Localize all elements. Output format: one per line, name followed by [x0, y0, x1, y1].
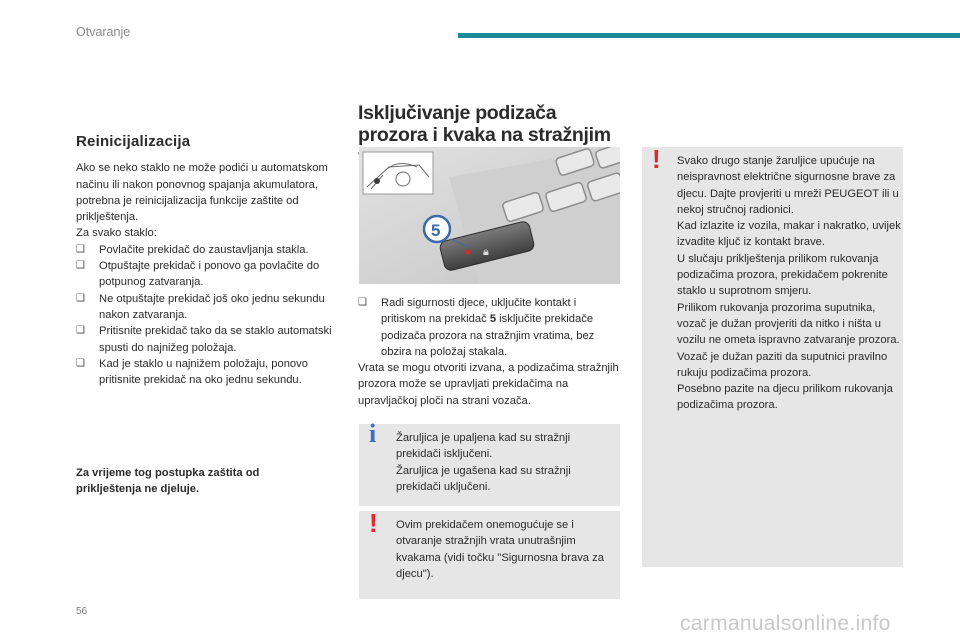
warning-box-lock-text: Ovim prekidačem onemogućuje se i otvaranje stražnjih vrata unutrašnjim kvakama (vidi točku "Sigurnosna brava za djecu").	[396, 519, 604, 580]
header-accent-bar	[458, 33, 960, 38]
switch-number-ref: 5	[489, 313, 497, 326]
switch-panel-drawing	[359, 147, 620, 284]
instruction-item	[358, 295, 621, 360]
reinit-heading: Reinicijalizacija	[76, 133, 191, 150]
watermark: carmanualsonline.info	[680, 612, 891, 635]
step-text: Povlačite prekidač do zaustavljanja stakla.	[99, 243, 309, 256]
step-item	[76, 323, 332, 356]
step-item	[76, 242, 332, 258]
doors-paragraph: Vrata se mogu otvoriti izvana, a podizačima stražnjih prozora može se upravljati prekidačima na upravljačkoj ploči na strani vozača.	[358, 362, 619, 407]
callout-number: 5	[431, 221, 441, 240]
info-i-icon: i	[369, 419, 377, 448]
left-column	[76, 134, 332, 388]
step-item	[76, 258, 332, 291]
page-number: 56	[76, 606, 88, 617]
arrow-square-bullet-icon: ❑	[76, 243, 85, 255]
reinit-intro: Ako se neko staklo ne može podići u automatskom načinu ili nakon ponovnog spajanja akumulatora, potrebna je reinicijalizacija funkcije zaštite od priklještenja.	[76, 162, 328, 224]
exclamation-icon: !	[369, 508, 378, 538]
warning-box-safety-text: Svako drugo stanje žaruljice upućuje na neispravnost električne sigurnosne brave za djecu. Dajte provjeriti u mreži PEUGEOT ili u nekoj stručnoj radionici. Kad izlazite iz vozila, makar i nakratko, uvijek izvadite ključ iz kontakt brave. U slučaju priklještenja prilikom rukovanja podizačima prozora, prekidačem pokrenite staklo u suprotnom smjeru. Prilikom rukovanja prozorima suputnika, vozač je dužan provjeriti da nitko i ništa u vozilu ne ometa ispravno zatvaranje prozora. Vozač je dužan paziti da suputnici pravilno rukuju podizačima prozora. Posebno pazite na djecu prilikom rukovanja podizačima prozora.	[677, 155, 901, 412]
info-box-text: Žaruljica je upaljena kad su stražnji prekidači isključeni. Žaruljica je ugašena kad su stražnji prekidači uključeni.	[396, 432, 571, 493]
instruction-text-end: isključite prekidače podizača prozora na stražnjim vratima, bez obzira na položaj stakala.	[381, 313, 595, 358]
arrow-square-bullet-icon: ❑	[358, 297, 367, 308]
step-text: Otpuštajte prekidač i ponovo ga povlačite do potpunog zatvaranja.	[99, 260, 320, 289]
step-item	[76, 356, 332, 389]
step-text: Ne otpuštajte prekidač još oko jednu sekundu nakon zatvaranja.	[99, 292, 325, 321]
step-text: Pritisnite prekidač tako da se staklo automatski spusti do najnižeg položaja.	[99, 325, 332, 354]
child-lock-title: Isključivanje podizača prozora i kvaka na stražnjim	[358, 102, 611, 146]
arrow-square-bullet-icon: ❑	[76, 357, 85, 369]
child-lock-instructions	[358, 295, 621, 409]
warning-box-lock	[359, 508, 620, 599]
arrow-square-bullet-icon: ❑	[76, 260, 85, 272]
step-text: Kad je staklo u najnižem položaju, ponovo pritisnite prekidač na oko jednu sekundu.	[99, 357, 308, 387]
reinit-steps	[76, 242, 332, 389]
svg-text:🔒︎: 🔒︎	[483, 245, 489, 258]
protection-note: Za vrijeme tog postupka zaštita od priklještenja ne djeluje.	[76, 467, 260, 496]
section-title: Otvaranje	[76, 25, 131, 39]
arrow-square-bullet-icon: ❑	[76, 325, 85, 337]
door-switch-illustration	[359, 147, 620, 284]
step-item	[76, 291, 332, 324]
exclamation-icon: !	[652, 144, 661, 174]
arrow-square-bullet-icon: ❑	[76, 292, 85, 304]
info-box	[359, 419, 620, 506]
reinit-lead: Za svako staklo:	[76, 227, 157, 240]
warning-box-safety	[642, 144, 903, 567]
instruction-text: Radi sigurnosti djece, uključite kontakt i pritiskom na prekidač	[381, 297, 577, 326]
